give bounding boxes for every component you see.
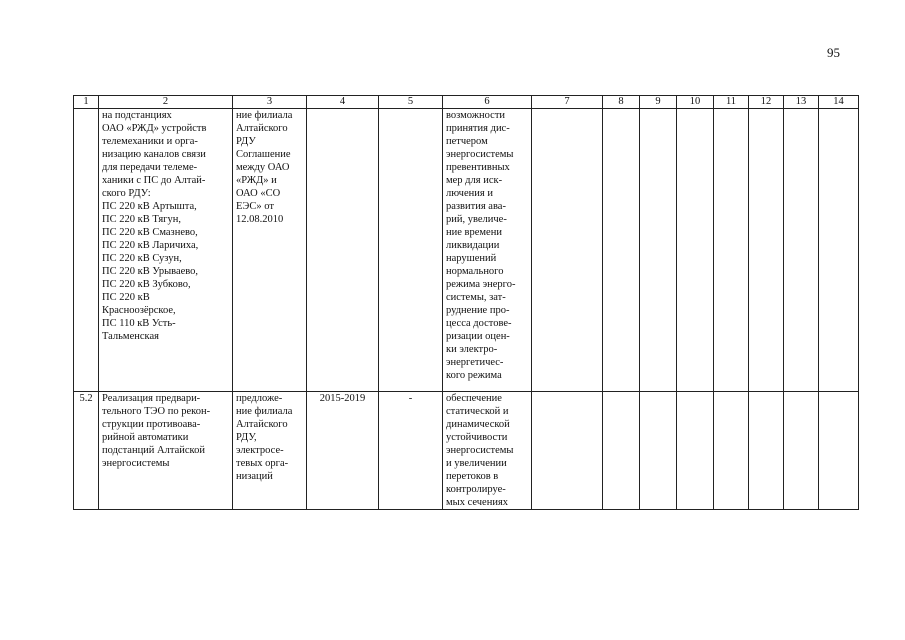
table-cell-empty <box>749 392 784 510</box>
cell-line: РДУ, <box>236 432 257 443</box>
table-cell-c3 <box>233 392 307 510</box>
cell-line: ОАО «СО <box>236 188 281 199</box>
column-header: 13 <box>784 96 819 109</box>
cell-line: нормального <box>446 266 504 277</box>
cell-line: ЕЭС» от <box>236 201 274 212</box>
column-header: 11 <box>714 96 749 109</box>
cell-line: тевых орга- <box>236 458 289 469</box>
cell-line: Красноозёрское, <box>102 305 176 316</box>
cell-line: руднение про- <box>446 305 510 316</box>
table-row <box>74 109 859 392</box>
cell-line: принятия дис- <box>446 123 510 134</box>
cell-line: ПС 220 кВ <box>102 292 150 303</box>
table-row <box>74 392 859 510</box>
column-header: 8 <box>603 96 640 109</box>
table-cell-empty <box>819 109 859 392</box>
cell-line: энергосистемы <box>446 445 514 456</box>
cell-line: ПС 220 кВ Смазнево, <box>102 227 198 238</box>
table-cell-empty <box>532 392 603 510</box>
cell-line: мер для иск- <box>446 175 503 186</box>
cell-line: лючения и <box>446 188 493 199</box>
column-header: 12 <box>749 96 784 109</box>
table-cell-c4: 2015-2019 <box>307 392 379 510</box>
cell-line: предложе- <box>236 393 283 404</box>
table-cell-c5: - <box>379 392 443 510</box>
table-cell-c2 <box>99 392 233 510</box>
column-header: 1 <box>74 96 99 109</box>
cell-line: телемеханики и орга- <box>102 136 198 147</box>
cell-line: динамической <box>446 419 510 430</box>
cell-line: ПС 220 кВ Тягун, <box>102 214 181 225</box>
table-cell-empty <box>603 109 640 392</box>
column-header: 7 <box>532 96 603 109</box>
table-cell-empty <box>784 109 819 392</box>
cell-line: ханики с ПС до Алтай- <box>102 175 206 186</box>
table-cell-c2 <box>99 109 233 392</box>
cell-line: Соглашение <box>236 149 291 160</box>
cell-line: цесса достове- <box>446 318 512 329</box>
table-cell-empty <box>603 392 640 510</box>
cell-line: возможности <box>446 110 506 121</box>
table-cell-c1: 5.2 <box>74 392 99 510</box>
cell-line: электросе- <box>236 445 284 456</box>
cell-line: ПС 220 кВ Зубково, <box>102 279 191 290</box>
header-row <box>74 96 859 109</box>
cell-line: и увеличении <box>446 458 507 469</box>
cell-line: на подстанциях <box>102 110 172 121</box>
page-number: 95 <box>827 45 840 60</box>
cell-line: ликвидации <box>446 240 500 251</box>
cell-line: «РЖД» и <box>236 175 277 186</box>
cell-line: низаций <box>236 471 273 482</box>
cell-line: подстанций Алтайской <box>102 445 205 456</box>
cell-line: контролируе- <box>446 484 506 495</box>
table-cell-empty <box>640 392 677 510</box>
cell-line: Тальменская <box>102 331 159 342</box>
column-header: 3 <box>233 96 307 109</box>
cell-line: устойчивости <box>446 432 508 443</box>
cell-line: для передачи телеме- <box>102 162 198 173</box>
cell-line: ПС 220 кВ Ларичиха, <box>102 240 199 251</box>
cell-line: энергетичес- <box>446 357 504 368</box>
cell-line: статической и <box>446 406 509 417</box>
cell-line: петчером <box>446 136 488 147</box>
column-header: 4 <box>307 96 379 109</box>
table-cell-empty <box>749 109 784 392</box>
cell-line: низацию каналов связи <box>102 149 206 160</box>
table-cell-empty <box>677 392 714 510</box>
cell-line: системы, зат- <box>446 292 506 303</box>
cell-line: ПС 220 кВ Артышта, <box>102 201 197 212</box>
cell-line: режима энерго- <box>446 279 516 290</box>
cell-line: ПС 110 кВ Усть- <box>102 318 176 329</box>
column-header: 5 <box>379 96 443 109</box>
cell-line: превентивных <box>446 162 510 173</box>
column-header: 2 <box>99 96 233 109</box>
cell-line: между ОАО <box>236 162 290 173</box>
table-cell-empty <box>714 109 749 392</box>
table-cell-c3 <box>233 109 307 392</box>
cell-line: обеспечение <box>446 393 502 404</box>
cell-line: энергосистемы <box>102 458 170 469</box>
table-cell-empty <box>532 109 603 392</box>
cell-line: кого режима <box>446 370 502 381</box>
data-table <box>73 95 859 510</box>
cell-line: ние филиала <box>236 110 293 121</box>
cell-line: нарушений <box>446 253 497 264</box>
cell-line: ПС 220 кВ Сузун, <box>102 253 182 264</box>
cell-line: Алтайского <box>236 419 288 430</box>
cell-line: рий, увеличе- <box>446 214 507 225</box>
cell-line: ние времени <box>446 227 502 238</box>
cell-line: энергосистемы <box>446 149 514 160</box>
table-cell-c5 <box>379 109 443 392</box>
cell-line: тельного ТЭО по рекон- <box>102 406 211 417</box>
cell-line: ОАО «РЖД» устройств <box>102 123 207 134</box>
table-cell-c6 <box>443 392 532 510</box>
table-cell-empty <box>640 109 677 392</box>
table-cell-empty <box>819 392 859 510</box>
cell-line: рийной автоматики <box>102 432 189 443</box>
cell-line: ского РДУ: <box>102 188 151 199</box>
cell-line: струкции противоава- <box>102 419 201 430</box>
cell-line: развития ава- <box>446 201 506 212</box>
cell-line: перетоков в <box>446 471 499 482</box>
cell-line: Реализация предвари- <box>102 393 201 404</box>
table-cell-c6 <box>443 109 532 392</box>
column-header: 6 <box>443 96 532 109</box>
table-cell-c1 <box>74 109 99 392</box>
table-cell-empty <box>784 392 819 510</box>
cell-line: 12.08.2010 <box>236 214 284 225</box>
column-header: 14 <box>819 96 859 109</box>
table-cell-empty <box>714 392 749 510</box>
cell-line: ПС 220 кВ Урываево, <box>102 266 199 277</box>
column-header: 9 <box>640 96 677 109</box>
cell-line: РДУ <box>236 136 256 147</box>
table-cell-empty <box>677 109 714 392</box>
cell-line: ки электро- <box>446 344 498 355</box>
cell-line: ризации оцен- <box>446 331 510 342</box>
cell-line: Алтайского <box>236 123 288 134</box>
cell-line: мых сечениях <box>446 497 509 508</box>
column-header: 10 <box>677 96 714 109</box>
table-cell-c4 <box>307 109 379 392</box>
cell-line: ние филиала <box>236 406 293 417</box>
